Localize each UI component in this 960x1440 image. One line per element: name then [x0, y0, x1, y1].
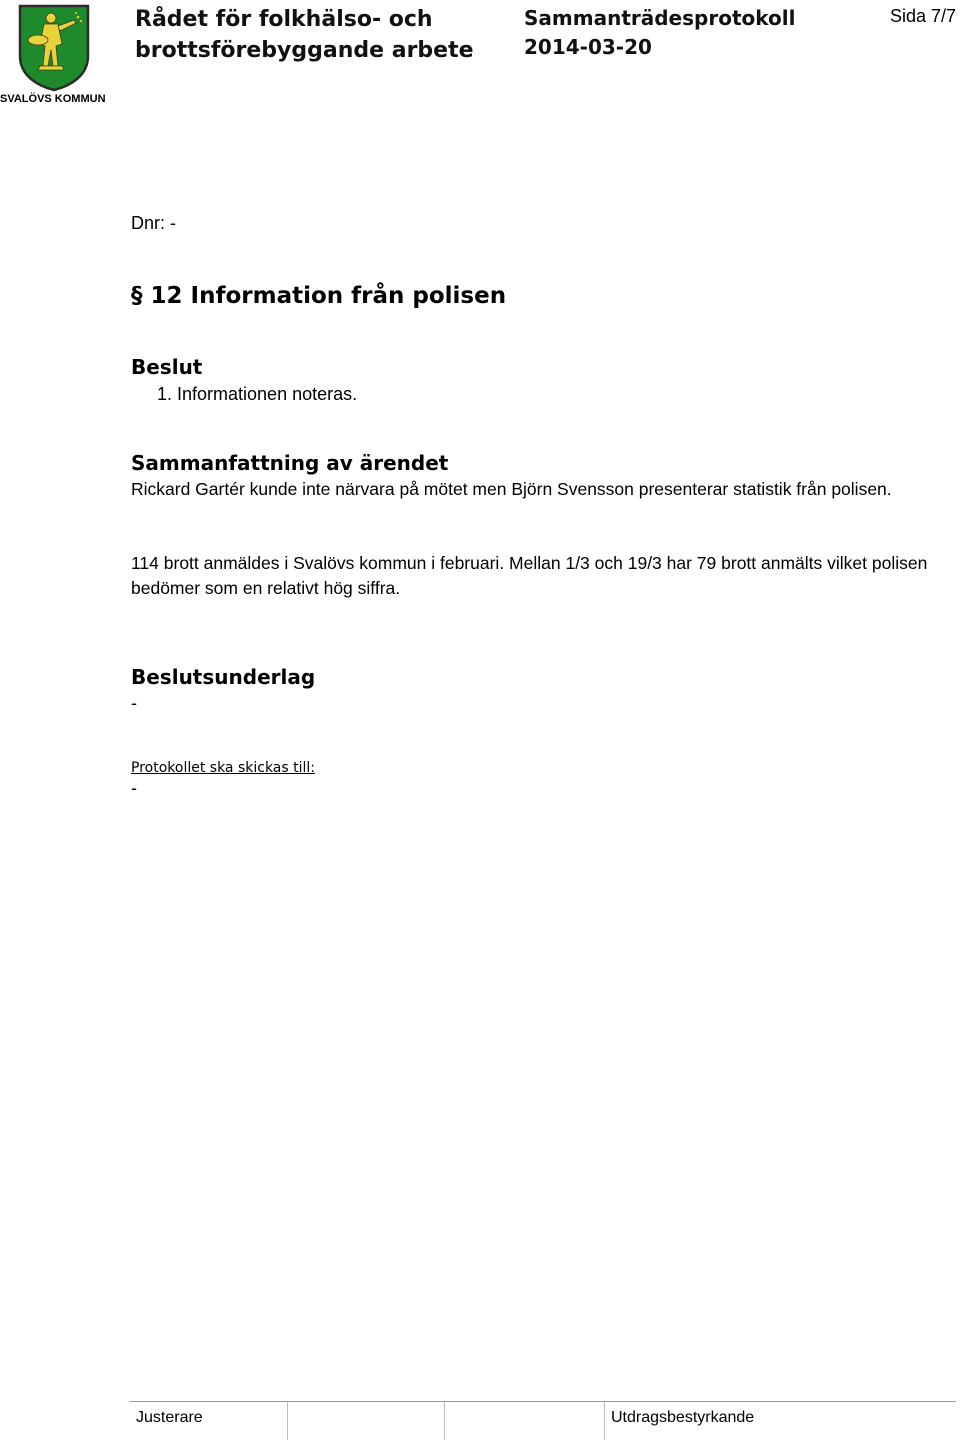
- recipients-label: Protokollet ska skickas till:: [131, 760, 316, 776]
- justerare-cell: [130, 1402, 288, 1440]
- signature-cell: [445, 1402, 605, 1440]
- basis-value: -: [131, 693, 137, 713]
- summary-heading: Sammanfattning av ärendet: [131, 451, 449, 475]
- protocol-type: Sammanträdesprotokoll: [524, 6, 796, 30]
- page-number: Sida 7/7: [889, 6, 956, 26]
- decision-item: 1. Informationen noteras.: [157, 384, 358, 404]
- summary-paragraph: Rickard Gartér kunde inte närvara på mötet men Björn Svensson presenterar statistik från polisen.: [131, 479, 892, 499]
- organization-title: Rådet för folkhälso- och brottsförebyggande arbete: [135, 7, 474, 63]
- basis-heading: Beslutsunderlag: [131, 665, 316, 689]
- signature-footer: [130, 1401, 956, 1440]
- municipal-crest-icon: [18, 4, 90, 92]
- utdrag-label: Utdragsbestyrkande: [611, 1409, 755, 1426]
- municipality-name: SVALÖVS KOMMUN: [0, 93, 106, 105]
- justerare-label: Justerare: [136, 1409, 203, 1426]
- utdrag-cell: [605, 1402, 956, 1440]
- recipients-value: -: [131, 778, 137, 798]
- summary-paragraph: 114 brott anmäldes i Svalövs kommun i februari. Mellan 1/3 och 19/3 har 79 brott anmälts vilket polisen bedömer som en relativt hög siffra.: [131, 553, 928, 598]
- case-number: Dnr: -: [131, 213, 176, 233]
- decision-heading: Beslut: [131, 355, 203, 379]
- meeting-date: 2014-03-20: [524, 35, 652, 59]
- section-title: § 12 Information från polisen: [131, 283, 507, 309]
- signature-cell: [288, 1402, 445, 1440]
- protocol-header: [524, 4, 824, 62]
